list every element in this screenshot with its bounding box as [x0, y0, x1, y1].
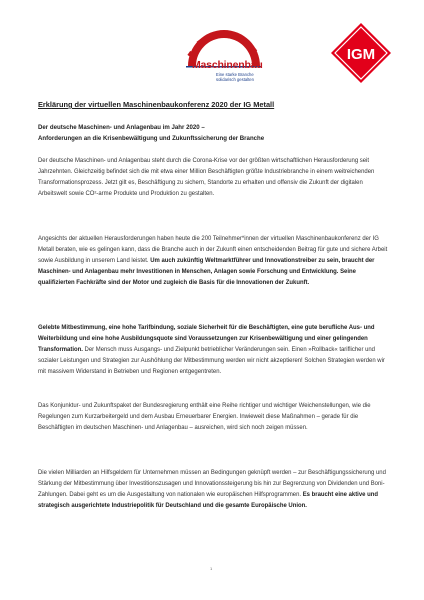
logo-wordmark: Maschinenbau — [192, 59, 263, 71]
document-title: Erklärung der virtuellen Maschinenbaukonferenz 2020 der IG Metall — [38, 100, 275, 109]
paragraph-5-text: Die vielen Milliarden an Hilfsgeldern für Unternehmen müssen an Bedingungen geknüpft werden – zur Beschäftigungssicherung und Stärkung der Mitbestimmung über Investitionszusagen und Innovationssteigerung bis hin zur Begrenzung von Dividenden und Boni-Zahlungen. Dabei geht es um die Ausgestaltung von nationalen wie europäischen Hilfsprogrammen. — [38, 470, 386, 498]
paragraph-2-emphasis: Um auch zukünftig Weltmarktführer und Innovationstreiber zu sein, braucht der Maschinen- und Anlagenbau mehr Investitionen in Menschen, Anlagen sowie Forschung und Entwicklung. Seine qualifizierten Fachkräfte sind der Motor und zugleich die Basis für die Innovationen der Zukunft. — [38, 257, 375, 286]
paragraph-4: Das Konjunktur- und Zukunftspaket der Bundesregierung enthält eine Reihe richtiger und wichtiger Weichenstellungen, wie die Regelungen zum Kurzarbeitergeld und dem Ausbau Erneuerbarer Energien. Inwieweit diese Maßnahmen – gerade für die Beschäftigten im deutschen Maschinen- und Anlagenbau – ausreichen, wird sich noch zeigen müssen. — [38, 403, 371, 431]
paragraph-3 — [38, 323, 390, 378]
paragraph-2-text: Angesichts der aktuellen Herausforderungen haben heute die 200 Teilnehmer*innen der virtuellen Maschinenbaukonferenz der IG Metall beraten, wie es gelingen kann, dass die Branche auch in der Zukunft einen entscheidenden Beitrag für gute und sichere Arbeit sowie Ausbildung in unserem Land leistet. — [38, 236, 388, 264]
document-subtitle: Der deutsche Maschinen- und Anlagenbau im Jahr 2020 – — [38, 124, 205, 131]
page-number: 1 — [210, 566, 213, 571]
maschinenbau-logo — [178, 28, 270, 80]
document-subtitle-2: Anforderungen an die Krisenbewältigung und Zukunftssicherung der Branche — [38, 135, 265, 142]
paragraph-3-text: Der Mensch muss Ausgangs- und Zielpunkt betrieblicher Veränderungen sein. Einen »Rollback« tariflicher und sozialer Leistungen und Strategien zur Aushöhlung der Mitbestimmung werden wir nicht akzeptieren! Solchen Strategien werden wir mit massivem Widerstand in Betrieben und Regionen entgegentreten. — [38, 346, 385, 375]
ig-metall-logo — [330, 22, 392, 84]
paragraph-3-emphasis: Gelebte Mitbestimmung, eine hohe Tarifbindung, soziale Sicherheit für die Beschäftigten, eine gute berufliche Aus- und Weiterbildung und eine hohe Ausbildungsquote sind Voraussetzungen zur Krisenbewältigung und einer gelingenden Transformation. — [38, 325, 375, 353]
logo-slogan: Eine starke Branche solidarisch gestalten — [216, 72, 254, 82]
paragraph-5 — [38, 468, 390, 512]
paragraph-5-emphasis: Es braucht eine aktive und strategisch ausgerichtete Industriepolitik für Deutschland und die gesamte Europäische Union. — [38, 491, 378, 509]
svg-text:IGM: IGM — [346, 46, 376, 63]
paragraph-2 — [38, 234, 390, 289]
paragraph-1: Der deutsche Maschinen- und Anlagenbau steht durch die Corona-Krise vor der größten wirtschaftlichen Herausforderung seit Jahrzehnten. Gleichzeitig befindet sich die mit etwa einer Million Beschäftigten größte Industriebranche in einem weitreichenden Transformationsprozess. Jetzt gilt es, Beschäftigung zu sichern, Standorte zu erhalten und offensiv die Zukunft der digitalen Arbeitswelt sowie CO²-arme Produkte und Produktion zu gestalten. — [38, 158, 375, 197]
